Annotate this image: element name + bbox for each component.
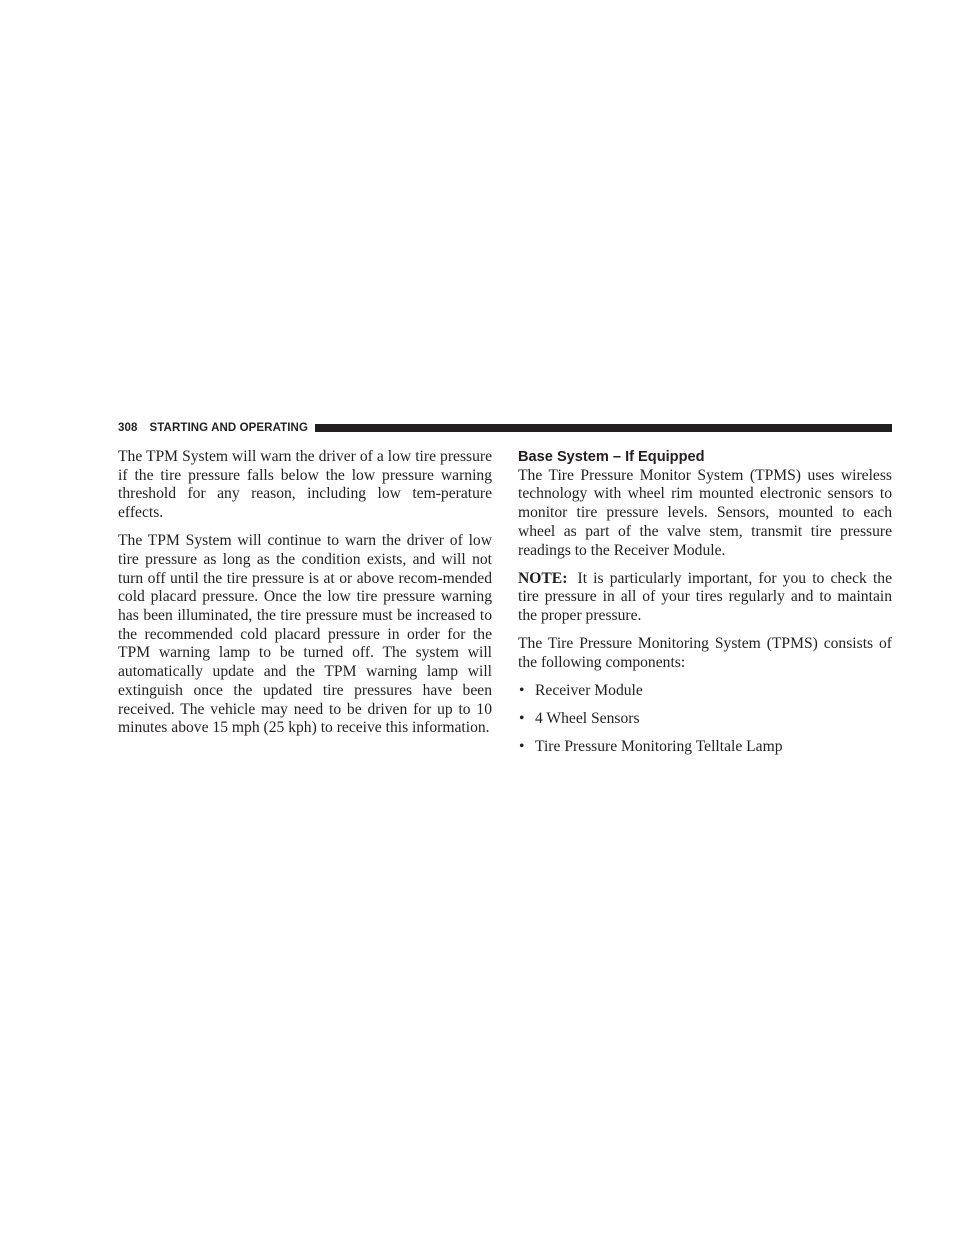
paragraph-components-intro: The Tire Pressure Monitoring System (TPMS) consists of the following components: xyxy=(518,635,892,671)
components-list xyxy=(518,682,892,757)
page-header xyxy=(118,420,892,436)
bullet-icon: • xyxy=(519,738,525,756)
bullet-icon: • xyxy=(519,681,525,699)
list-item xyxy=(518,710,892,729)
paragraph-low-pressure-warning: The TPM System will warn the driver of a low tire pressure if the tire pressure falls below the low pressure warning threshold for any reason, including low tem-perature effects. xyxy=(118,448,492,522)
section-heading-base-system: Base System – If Equipped xyxy=(518,449,705,465)
section-title: STARTING AND OPERATING xyxy=(149,422,309,434)
paragraph-warning-continues: The TPM System will continue to warn the driver of low tire pressure as long as the condition exists, and will not turn off until the tire pressure is at or above recom-mended cold placard pressure. Once the low tire pressure warning has been illuminated, the tire pressure must be increased to the recommended cold placard pressure in order for the TPM warning lamp to be turned off. The system will automatically update and the TPM warning lamp will extinguish once the updated tire pressures have been received. The vehicle may need to be driven for up to 10 minutes above 15 mph (25 kph) to receive this information. xyxy=(118,532,492,737)
note-label: NOTE: xyxy=(518,569,568,587)
note-paragraph xyxy=(518,570,892,626)
page-number: 308 xyxy=(118,422,138,434)
list-item-text: Receiver Module xyxy=(535,681,643,699)
list-item xyxy=(518,738,892,757)
list-item-text: 4 Wheel Sensors xyxy=(535,710,640,727)
list-item-text: Tire Pressure Monitoring Telltale Lamp xyxy=(535,738,783,756)
right-column xyxy=(518,448,892,766)
paragraph-tpms-intro: The Tire Pressure Monitor System (TPMS) uses wireless technology with wheel rim mounted electronic sensors to monitor tire pressure levels. Sensors, mounted to each wheel as part of the valve stem, transmit tire pressure readings to the Receiver Module. xyxy=(518,466,892,559)
left-column xyxy=(118,448,492,747)
bullet-icon: • xyxy=(519,710,525,727)
note-text: It is particularly important, for you to check the tire pressure in all of your tires regularly and to maintain the proper pressure. xyxy=(518,569,893,625)
list-item xyxy=(518,682,892,701)
header-rule xyxy=(315,424,892,432)
